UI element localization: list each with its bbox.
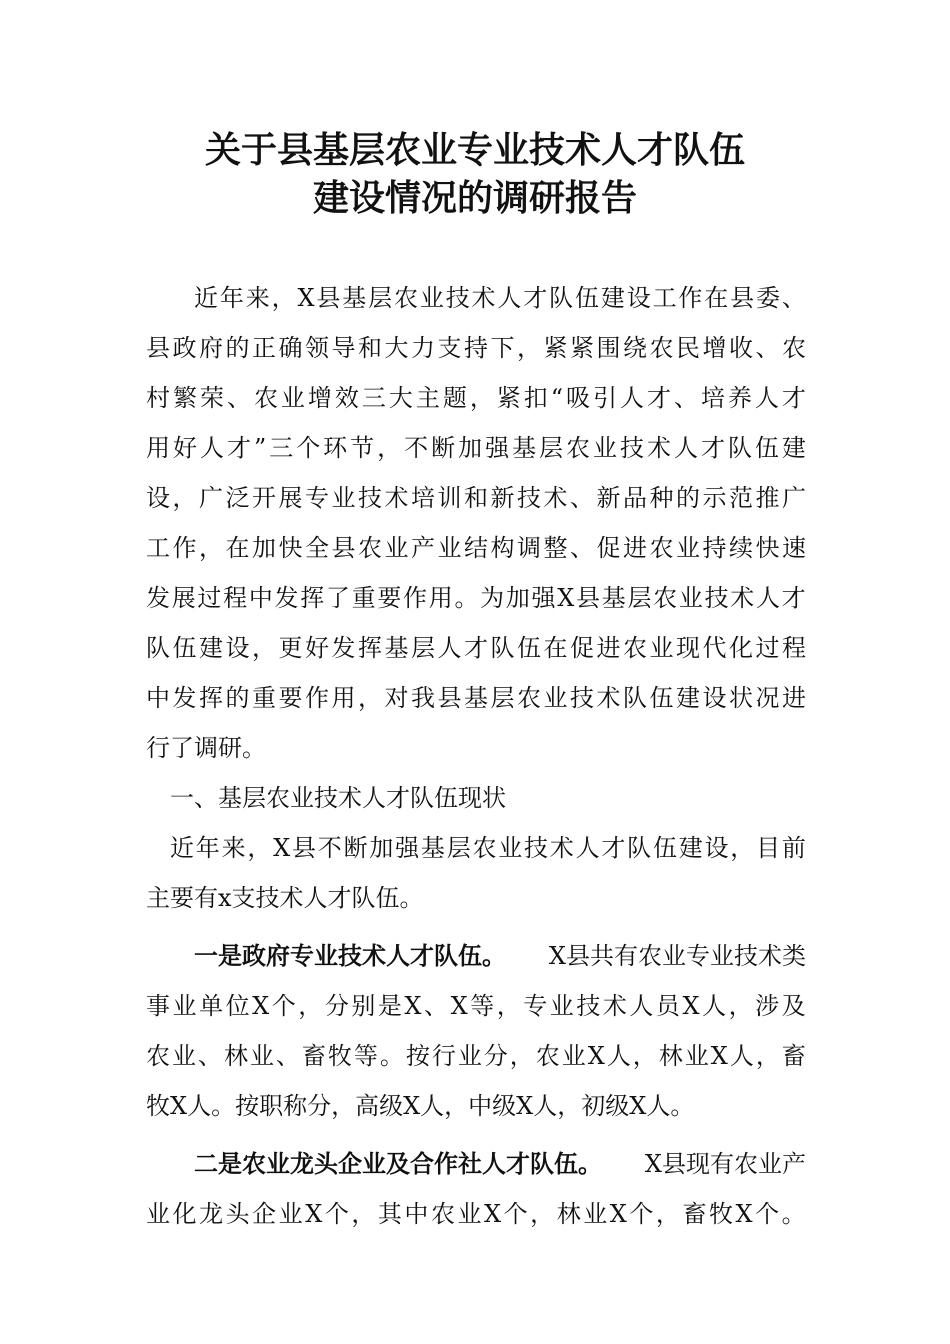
paragraph-overview	[146, 823, 806, 923]
text-line: 中 发 挥 的 重 要 作 用 ， 对 我 县 基 层 农 业 技 术 队 伍 建 设 状 况 进	[146, 684, 806, 712]
text-run: X县现有农业产	[644, 1150, 806, 1178]
text-line	[146, 931, 806, 981]
text-line: 行了调研。	[146, 734, 266, 762]
text-line: 用 好 人 才 ” 三 个 环 节 ， 不 断 加 强 基 层 农 业 技 术 人 才 队 伍 建	[146, 434, 806, 462]
text-line: 主要有x支技术人才队伍。	[146, 884, 424, 912]
document-body	[146, 273, 806, 1239]
document-title-line-1: 关于县基层农业专业技术人才队伍	[204, 129, 745, 171]
text-line: 业 化 龙 头 企 业 X 个 ， 其 中 农 业 X 个 ， 林 业 X 个 ， 畜 牧 X 个 。	[146, 1200, 806, 1228]
section-heading: 一、基层农业技术人才队伍现状	[170, 784, 506, 812]
text-line: 村 繁 荣 、 农 业 增 效 三 大 主 题 ， 紧 扣 “ 吸 引 人 才 、 培 养 人 才	[146, 384, 806, 412]
text-line: 近 年 来 ， X 县 不 断 加 强 基 层 农 业 技 术 人 才 队 伍 建 设 ， 目 前	[170, 834, 806, 862]
text-line: 工 作 ， 在 加 快 全 县 农 业 产 业 结 构 调 整 、 促 进 农 业 持 续 快 速	[146, 534, 806, 562]
paragraph-government-talent	[146, 931, 806, 1131]
bold-lead: 二是农业龙头企业及合作社人才队伍。	[194, 1149, 602, 1178]
paragraph-enterprise-talent	[146, 1139, 806, 1239]
text-line: 发 展 过 程 中 发 挥 了 重 要 作 用 。 为 加 强 X 县 基 层 农 业 技 术 人 才	[146, 584, 806, 612]
document-title-line-2: 建设情况的调研报告	[312, 177, 637, 219]
paragraph-intro	[146, 273, 806, 773]
text-line: 近 年 来 ， X 县 基 层 农 业 技 术 人 才 队 伍 建 设 工 作 在 县 委 、	[194, 284, 806, 312]
text-line	[146, 1139, 806, 1189]
text-line: 队 伍 建 设 ， 更 好 发 挥 基 层 人 才 队 伍 在 促 进 农 业 现 代 化 过 程	[146, 634, 806, 662]
text-line: 事 业 单 位 X 个 ， 分 别 是 X 、 X 等 ， 专 业 技 术 人 员 X 人 ， 涉 及	[146, 992, 806, 1020]
text-line: 农 业 、 林 业 、 畜 牧 等 。 按 行 业 分 ， 农 业 X 人 ， 林 业 X 人 ， 畜	[146, 1042, 806, 1070]
bold-lead: 一是政府专业技术人才队伍。	[194, 941, 506, 970]
text-line: 县 政 府 的 正 确 领 导 和 大 力 支 持 下 ， 紧 紧 围 绕 农 民 增 收 、 农	[146, 334, 806, 362]
text-line: 设 ， 广 泛 开 展 专 业 技 术 培 训 和 新 技 术 、 新 品 种 的 示 范 推 广	[146, 484, 806, 512]
text-line: 牧X人。按职称分，高级X人，中级X人，初级X人。	[146, 1092, 695, 1120]
text-run: X县共有农业专业技术类	[548, 942, 806, 970]
